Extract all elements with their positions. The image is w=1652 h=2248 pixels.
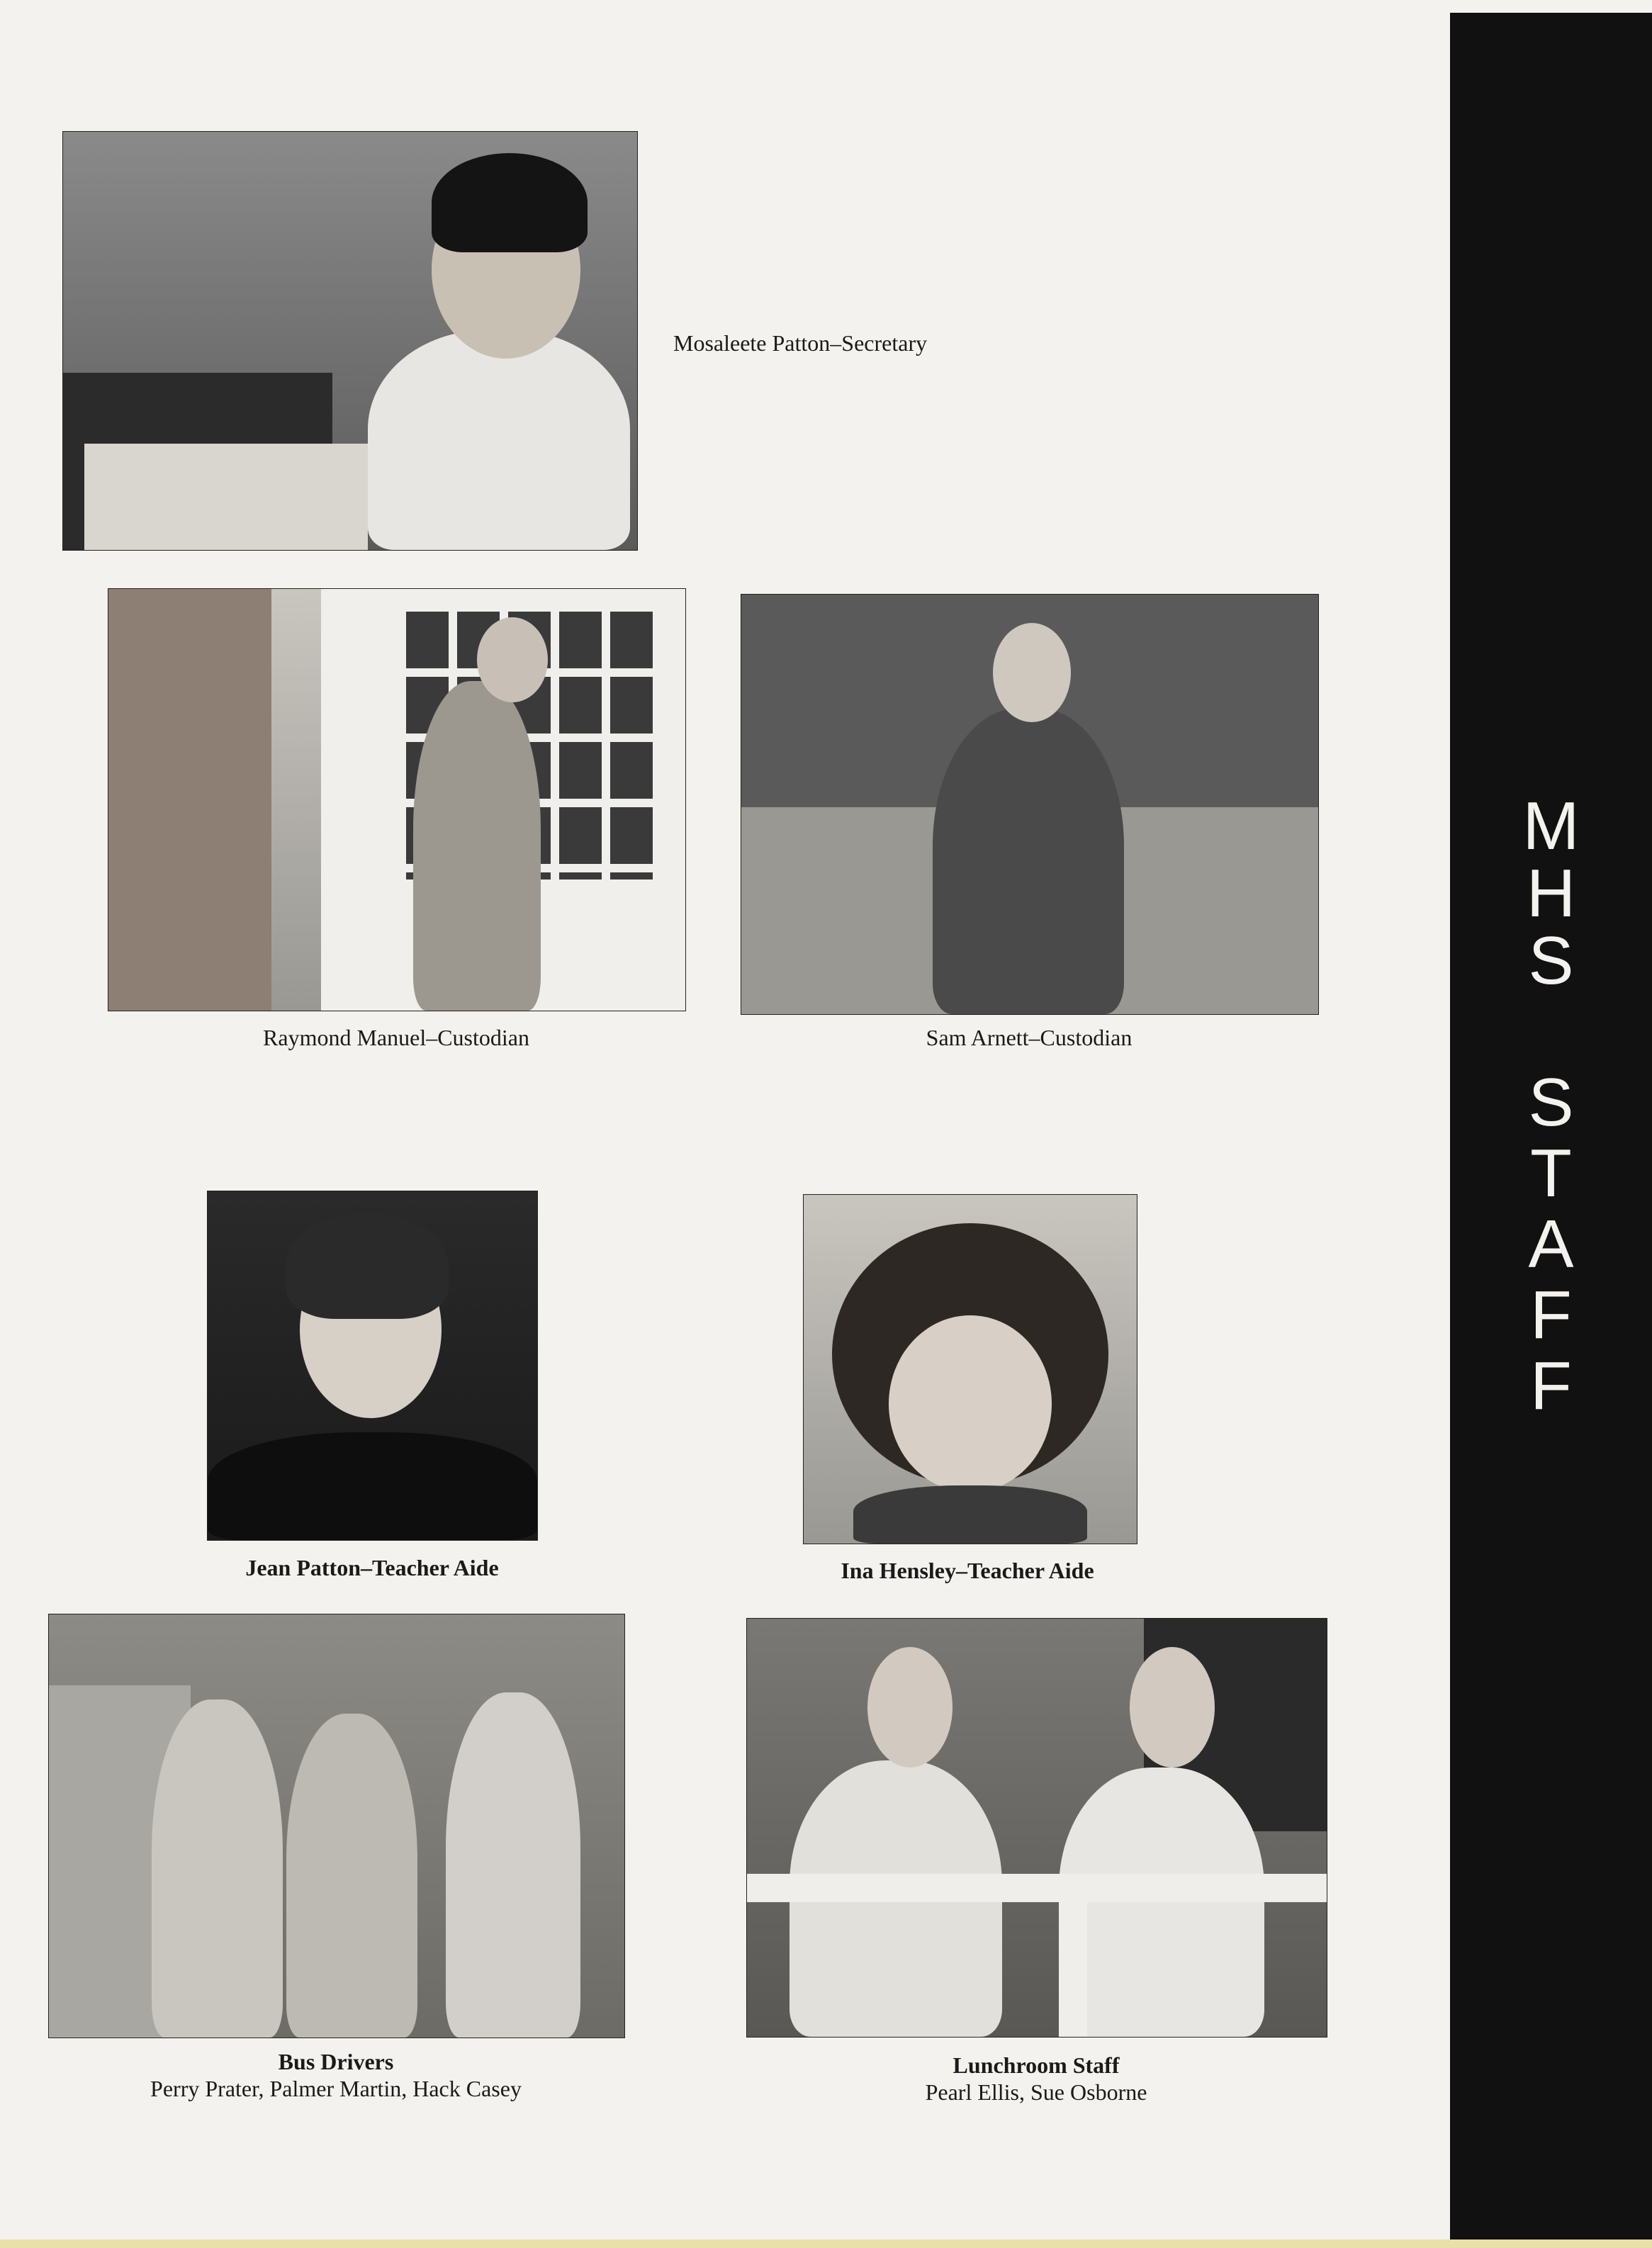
side-letter: S bbox=[1528, 923, 1574, 999]
side-letter: H bbox=[1526, 855, 1576, 931]
caption-lunch-names: Pearl Ellis, Sue Osborne bbox=[925, 2079, 1147, 2105]
caption-custodian-raymond: Raymond Manuel–Custodian bbox=[263, 1025, 529, 1050]
caption-aide-jean: Jean Patton–Teacher Aide bbox=[245, 1555, 499, 1580]
side-title-band bbox=[1450, 13, 1652, 2248]
caption-secretary: Mosaleete Patton–Secretary bbox=[673, 330, 928, 356]
photo-aide-ina bbox=[803, 1194, 1137, 1544]
caption-bus-title: Bus Drivers bbox=[278, 2049, 394, 2074]
caption-lunch-title: Lunchroom Staff bbox=[953, 2052, 1120, 2078]
caption-bus-names: Perry Prater, Palmer Martin, Hack Casey bbox=[150, 2076, 522, 2101]
side-letter: T bbox=[1530, 1135, 1572, 1211]
side-letter: F bbox=[1530, 1348, 1572, 1424]
caption-custodian-sam: Sam Arnett–Custodian bbox=[926, 1025, 1133, 1050]
photo-secretary bbox=[62, 131, 638, 551]
photo-aide-jean bbox=[207, 1191, 538, 1541]
photo-custodian-sam bbox=[741, 594, 1319, 1015]
side-letter: S bbox=[1528, 1064, 1574, 1140]
photo-lunchroom-staff bbox=[746, 1618, 1327, 2038]
photo-bus-drivers bbox=[48, 1614, 625, 2038]
side-letter: F bbox=[1530, 1277, 1572, 1353]
side-letter: A bbox=[1528, 1206, 1574, 1282]
photo-custodian-raymond bbox=[108, 588, 686, 1011]
side-letter: M bbox=[1522, 788, 1580, 864]
caption-aide-ina: Ina Hensley–Teacher Aide bbox=[841, 1558, 1094, 1583]
page-edge-strip bbox=[0, 2239, 1652, 2248]
